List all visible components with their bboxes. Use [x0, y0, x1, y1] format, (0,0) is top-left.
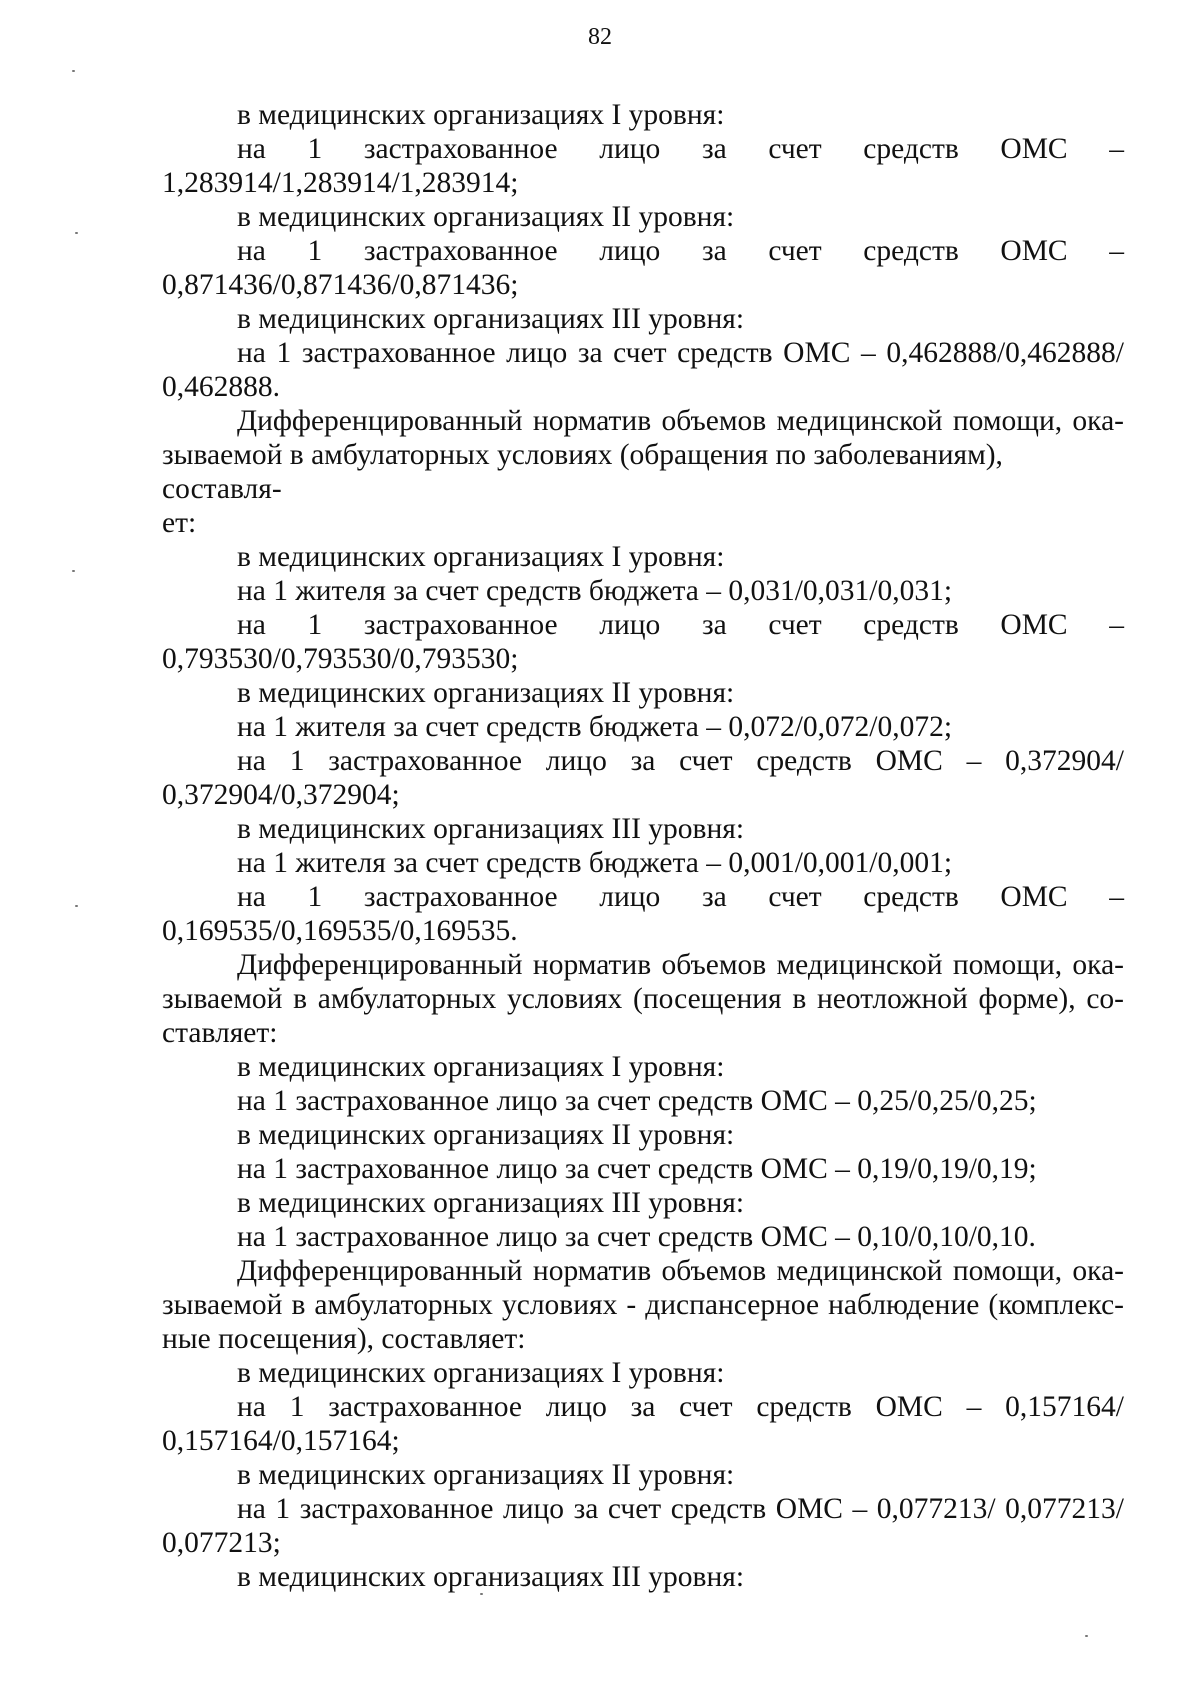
text-line: 1,283914/1,283914/1,283914; [162, 167, 519, 199]
paragraph-line: зываемой в амбулаторных условиях - диспансерное наблюдение (комплекс- [162, 1289, 1124, 1321]
paragraph-line: ет: [162, 507, 197, 539]
text-line: в медицинских организациях II уровня: [237, 201, 735, 233]
text-line: 0,077213; [162, 1527, 281, 1559]
text-line: на 1 застрахованное лицо за счет средств ОМС – 0,462888/0,462888/ [237, 337, 1124, 369]
text-line: в медицинских организациях I уровня: [237, 99, 725, 131]
text-line: на 1 застрахованное лицо за счет средств ОМС – 0,25/0,25/0,25; [237, 1085, 1037, 1117]
text-line: 0,169535/0,169535/0,169535. [162, 915, 518, 947]
document-body [162, 98, 1124, 1594]
text-line: в медицинских организациях II уровня: [237, 1459, 735, 1491]
text-line: на 1 застрахованное лицо за счет средств ОМС – 0,19/0,19/0,19; [237, 1153, 1037, 1185]
paragraph-line: зываемой в амбулаторных условиях (обращения по заболеваниям), составля- [162, 439, 1003, 505]
text-line: в медицинских организациях I уровня: [237, 1051, 725, 1083]
scan-speck [75, 232, 78, 234]
scan-speck [72, 570, 75, 572]
paragraph-line: Дифференцированный норматив объемов медицинской помощи, ока- [237, 949, 1124, 981]
scan-speck [1085, 1635, 1088, 1637]
text-line: 0,157164/0,157164; [162, 1425, 400, 1457]
scan-speck [72, 70, 75, 72]
text-line: в медицинских организациях III уровня: [237, 303, 745, 335]
text-line: на 1 застрахованное лицо за счет средств ОМС – [237, 881, 1124, 913]
text-line: на 1 жителя за счет средств бюджета – 0,031/0,031/0,031; [237, 575, 953, 607]
paragraph-line: Дифференцированный норматив объемов медицинской помощи, ока- [237, 1255, 1124, 1287]
text-line: на 1 застрахованное лицо за счет средств ОМС – [237, 609, 1124, 641]
text-line: на 1 застрахованное лицо за счет средств ОМС – 0,10/0,10/0,10. [237, 1221, 1036, 1253]
text-line: на 1 жителя за счет средств бюджета – 0,001/0,001/0,001; [237, 847, 953, 879]
paragraph-line: Дифференцированный норматив объемов медицинской помощи, ока- [237, 405, 1124, 437]
text-line: в медицинских организациях III уровня: [237, 1561, 745, 1593]
text-line: в медицинских организациях III уровня: [237, 1187, 745, 1219]
text-line: на 1 застрахованное лицо за счет средств ОМС – [237, 133, 1124, 165]
text-line: 0,871436/0,871436/0,871436; [162, 269, 519, 301]
scan-speck [480, 1593, 483, 1595]
text-line: на 1 застрахованное лицо за счет средств ОМС – 0,077213/ 0,077213/ [237, 1493, 1124, 1525]
text-line: 0,793530/0,793530/0,793530; [162, 643, 519, 675]
text-line: на 1 застрахованное лицо за счет средств ОМС – 0,157164/ [237, 1391, 1124, 1423]
text-line: 0,462888. [162, 371, 280, 403]
text-line: в медицинских организациях II уровня: [237, 677, 735, 709]
text-line: на 1 застрахованное лицо за счет средств ОМС – 0,372904/ [237, 745, 1124, 777]
text-line: в медицинских организациях II уровня: [237, 1119, 735, 1151]
text-line: в медицинских организациях III уровня: [237, 813, 745, 845]
paragraph-line: зываемой в амбулаторных условиях (посещения в неотложной форме), со- [162, 983, 1124, 1015]
text-line: на 1 застрахованное лицо за счет средств ОМС – [237, 235, 1124, 267]
page-number: 82 [588, 24, 612, 50]
text-line: 0,372904/0,372904; [162, 779, 400, 811]
paragraph-line: ные посещения), составляет: [162, 1323, 526, 1355]
text-line: на 1 жителя за счет средств бюджета – 0,072/0,072/0,072; [237, 711, 953, 743]
text-line: в медицинских организациях I уровня: [237, 1357, 725, 1389]
paragraph-line: ставляет: [162, 1017, 278, 1049]
text-line: в медицинских организациях I уровня: [237, 541, 725, 573]
scan-speck [75, 905, 78, 907]
